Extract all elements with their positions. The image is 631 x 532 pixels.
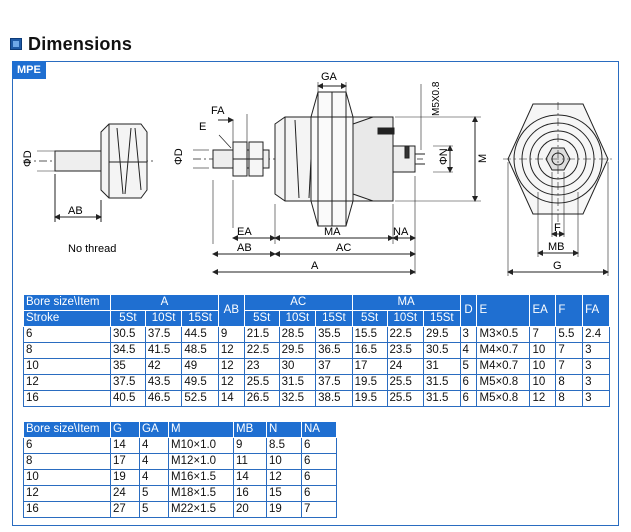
table1-cell: 10: [530, 359, 556, 375]
ma-label: MA: [324, 226, 341, 238]
ab-header: AB: [218, 295, 244, 327]
table1-row: [24, 359, 610, 375]
fa-label: FA: [211, 105, 225, 117]
t2-ga-header: GA: [140, 422, 169, 438]
dimensions-table-2: [23, 421, 337, 518]
table1-cell: M3×0.5: [477, 327, 530, 343]
table2-cell: 9: [234, 438, 267, 454]
a-label: A: [311, 260, 319, 272]
table1-cell: 3: [583, 375, 610, 391]
table2-cell: 6: [24, 438, 111, 454]
table1-cell: 7: [530, 327, 556, 343]
table1-cell: 12: [218, 343, 244, 359]
table1-header-row-1: [24, 295, 610, 311]
table1-cell: 37.5: [111, 375, 146, 391]
section-header: [10, 33, 132, 55]
table2-cell: 16: [234, 486, 267, 502]
table2-cell: 5: [140, 502, 169, 518]
t2-n-header: N: [267, 422, 302, 438]
table1-cell: 25.5: [387, 375, 424, 391]
table1-row: [24, 343, 610, 359]
table1-cell: 3: [583, 391, 610, 407]
table1-cell: 7: [556, 343, 583, 359]
table2-cell: 15: [267, 486, 302, 502]
section-square-icon: [10, 38, 22, 50]
table2-cell: 14: [234, 470, 267, 486]
table1-cell: 12: [24, 375, 111, 391]
table1-cell: 10: [24, 359, 111, 375]
d-header: D: [460, 295, 477, 327]
table1-cell: 14: [218, 391, 244, 407]
table2-cell: 5: [140, 486, 169, 502]
table1-cell: 37.5: [316, 375, 353, 391]
table1-cell: 3: [583, 359, 610, 375]
table1-cell: 48.5: [182, 343, 219, 359]
m-label: M: [477, 153, 489, 163]
stroke-15st-a: 15St: [182, 311, 219, 327]
stroke-15st-ma: 15St: [424, 311, 461, 327]
table2-cell: 6: [302, 486, 337, 502]
table1-cell: 31.5: [424, 375, 461, 391]
table1-cell: 19.5: [352, 375, 387, 391]
table2-cell: 6: [302, 470, 337, 486]
table1-cell: 10: [530, 343, 556, 359]
ma-header: MA: [352, 295, 460, 311]
table1-cell: 3: [583, 343, 610, 359]
t2-g-header: G: [111, 422, 140, 438]
table2-cell: M12×1.0: [169, 454, 234, 470]
table2-cell: M18×1.5: [169, 486, 234, 502]
stroke-15st-ac: 15St: [316, 311, 353, 327]
table1-cell: 37.5: [145, 327, 182, 343]
stroke-5st-ma: 5St: [352, 311, 387, 327]
table2-row: [24, 438, 337, 454]
table1-cell: M5×0.8: [477, 391, 530, 407]
stroke-header: Stroke: [24, 311, 111, 327]
table1-cell: 49: [182, 359, 219, 375]
table1-cell: 23: [244, 359, 279, 375]
table1-cell: 30.5: [111, 327, 146, 343]
table2-cell: 10: [267, 454, 302, 470]
ab-label: AB: [237, 242, 252, 254]
table1-cell: 25.5: [387, 391, 424, 407]
ab-left-label: AB: [68, 205, 83, 217]
t2-mb-header: MB: [234, 422, 267, 438]
table1-cell: 19.5: [352, 391, 387, 407]
phi-d-left-label: ΦD: [22, 150, 34, 167]
table2-cell: M10×1.0: [169, 438, 234, 454]
table1-cell: 26.5: [244, 391, 279, 407]
mb-label: MB: [548, 241, 565, 253]
table1-cell: 15.5: [352, 327, 387, 343]
table1-cell: 7: [556, 359, 583, 375]
table1-cell: 6: [460, 391, 477, 407]
table1-cell: 12: [530, 391, 556, 407]
table1-cell: 29.5: [424, 327, 461, 343]
e-label: E: [199, 121, 207, 133]
table1-cell: 12: [218, 359, 244, 375]
table1-cell: 4: [460, 343, 477, 359]
table2-row: [24, 470, 337, 486]
table1-cell: 44.5: [182, 327, 219, 343]
stroke-5st-a: 5St: [111, 311, 146, 327]
table1-cell: M4×0.7: [477, 343, 530, 359]
table1-cell: 43.5: [145, 375, 182, 391]
table1-cell: 5: [460, 359, 477, 375]
t2-bore-header: Bore size\Item: [24, 422, 111, 438]
phi-d-mid-label: ΦD: [173, 148, 185, 165]
table1-cell: 5.5: [556, 327, 583, 343]
phi-n-label: ΦN: [438, 148, 450, 165]
table1-cell: 2.4: [583, 327, 610, 343]
table1-row: [24, 391, 610, 407]
ac-header: AC: [244, 295, 352, 311]
f-label: F: [554, 222, 561, 234]
bore-size-header: Bore size\Item: [24, 295, 111, 311]
dimension-drawing: [13, 62, 618, 287]
g-label: G: [553, 260, 562, 272]
table1-cell: 16: [24, 391, 111, 407]
table1-cell: 49.5: [182, 375, 219, 391]
table1-cell: 16.5: [352, 343, 387, 359]
ea-label: EA: [237, 226, 252, 238]
t2-m-header: M: [169, 422, 234, 438]
table2-cell: 10: [24, 470, 111, 486]
table1-cell: 3: [460, 327, 477, 343]
table1-cell: 41.5: [145, 343, 182, 359]
stroke-10st-ma: 10St: [387, 311, 424, 327]
table1-cell: 12: [218, 375, 244, 391]
table2-cell: 17: [111, 454, 140, 470]
table1-cell: 40.5: [111, 391, 146, 407]
table1-cell: 24: [387, 359, 424, 375]
table1-cell: M4×0.7: [477, 359, 530, 375]
table1-cell: 36.5: [316, 343, 353, 359]
fa-header: FA: [583, 295, 610, 327]
stroke-10st-a: 10St: [145, 311, 182, 327]
stroke-10st-ac: 10St: [279, 311, 316, 327]
table1-cell: 28.5: [279, 327, 316, 343]
table1-cell: 25.5: [244, 375, 279, 391]
left-view: [23, 124, 153, 222]
table2-cell: 8: [24, 454, 111, 470]
no-thread-label: No thread: [68, 243, 117, 255]
stroke-5st-ac: 5St: [244, 311, 279, 327]
table1-cell: 8: [556, 391, 583, 407]
table1-cell: 21.5: [244, 327, 279, 343]
table1-cell: 29.5: [279, 343, 316, 359]
m5-label: M5X0.8: [431, 81, 442, 116]
table1-cell: 34.5: [111, 343, 146, 359]
table1-cell: 6: [24, 327, 111, 343]
table1-cell: 42: [145, 359, 182, 375]
na-label: NA: [393, 226, 409, 238]
a-header: A: [111, 295, 219, 311]
ac-label: AC: [336, 242, 352, 254]
ga-label: GA: [321, 71, 337, 83]
table2-cell: M16×1.5: [169, 470, 234, 486]
table1-cell: 31.5: [279, 375, 316, 391]
table1-cell: 9: [218, 327, 244, 343]
table2-cell: 12: [24, 486, 111, 502]
table2-row: [24, 502, 337, 518]
table2-cell: 24: [111, 486, 140, 502]
table1-cell: 6: [460, 375, 477, 391]
table2-cell: 14: [111, 438, 140, 454]
table1-cell: 46.5: [145, 391, 182, 407]
table1-cell: 10: [530, 375, 556, 391]
table1-cell: 30.5: [424, 343, 461, 359]
table2-cell: 20: [234, 502, 267, 518]
table1-cell: 37: [316, 359, 353, 375]
table1-cell: 35.5: [316, 327, 353, 343]
table2-cell: M22×1.5: [169, 502, 234, 518]
table1-row: [24, 327, 610, 343]
table1-cell: 35: [111, 359, 146, 375]
table2-cell: 4: [140, 454, 169, 470]
table2-cell: 6: [302, 438, 337, 454]
table1-cell: 8: [24, 343, 111, 359]
table2-cell: 19: [267, 502, 302, 518]
table1-cell: 38.5: [316, 391, 353, 407]
ea-header: EA: [530, 295, 556, 327]
table2-cell: 27: [111, 502, 140, 518]
table1-cell: 8: [556, 375, 583, 391]
table1-cell: 22.5: [387, 327, 424, 343]
table2-header-row: [24, 422, 337, 438]
table2-cell: 4: [140, 470, 169, 486]
table2-cell: 11: [234, 454, 267, 470]
table2-cell: 16: [24, 502, 111, 518]
table1-cell: M5×0.8: [477, 375, 530, 391]
e-header: E: [477, 295, 530, 327]
table2-cell: 12: [267, 470, 302, 486]
table1-cell: 52.5: [182, 391, 219, 407]
table2-row: [24, 454, 337, 470]
table2-cell: 7: [302, 502, 337, 518]
table2-cell: 8.5: [267, 438, 302, 454]
table1-cell: 31.5: [424, 391, 461, 407]
table2-cell: 19: [111, 470, 140, 486]
table2-cell: 6: [302, 454, 337, 470]
f-header: F: [556, 295, 583, 327]
table1-cell: 31: [424, 359, 461, 375]
table1-cell: 30: [279, 359, 316, 375]
t2-na-header: NA: [302, 422, 337, 438]
section-title: Dimensions: [28, 33, 133, 54]
table1-cell: 17: [352, 359, 387, 375]
table1-cell: 23.5: [387, 343, 424, 359]
table1-cell: 22.5: [244, 343, 279, 359]
table1-cell: 32.5: [279, 391, 316, 407]
dimensions-table-1: [23, 294, 610, 407]
table1-row: [24, 375, 610, 391]
table2-row: [24, 486, 337, 502]
table2-cell: 4: [140, 438, 169, 454]
model-tag: MPE: [12, 61, 46, 79]
